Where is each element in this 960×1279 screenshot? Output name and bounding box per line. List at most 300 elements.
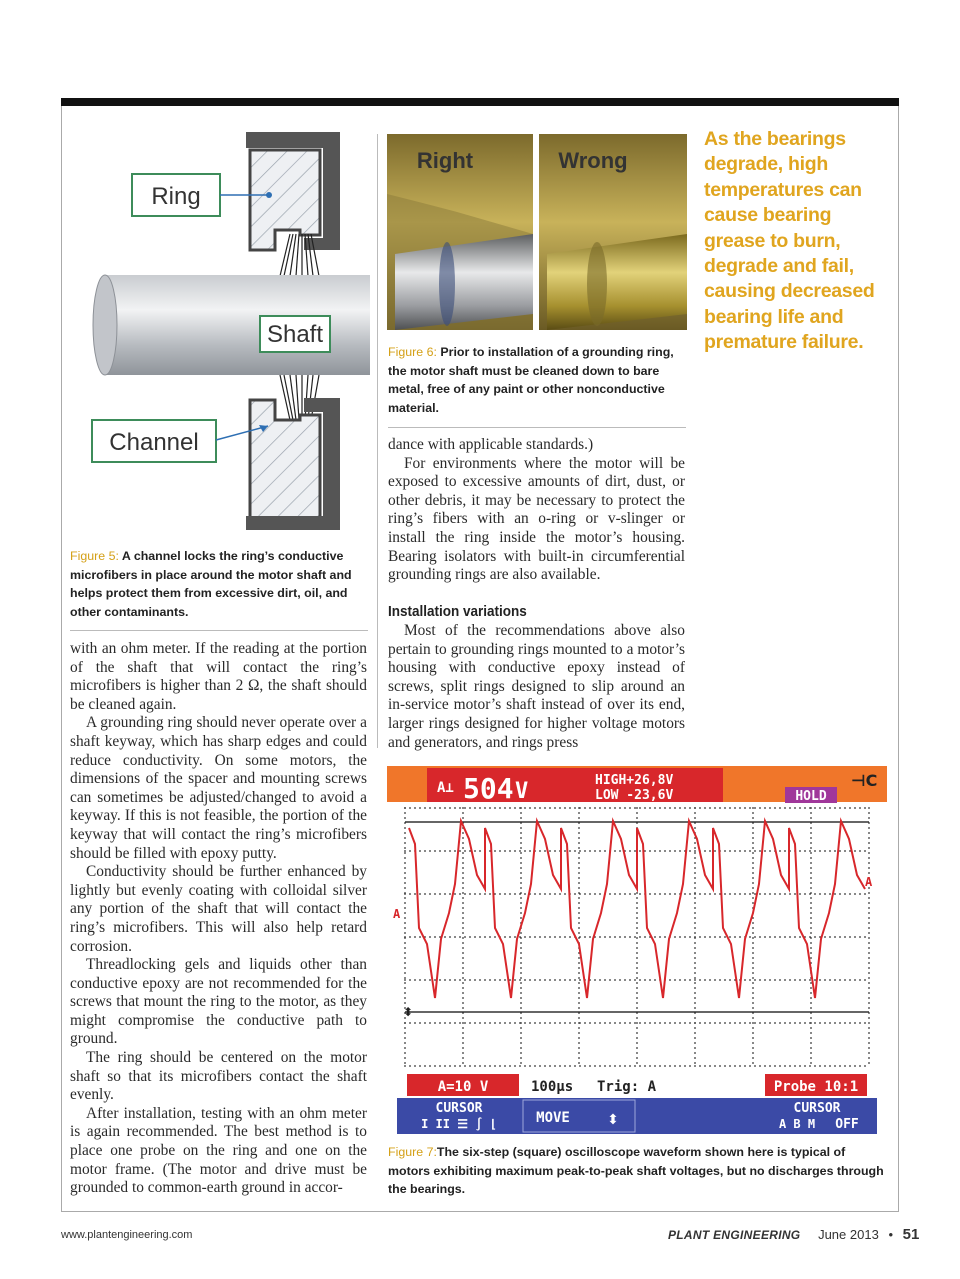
grid-dot (409, 807, 411, 809)
grid-dot (419, 1022, 421, 1024)
grid-dot (734, 1065, 736, 1067)
grid-dot (578, 862, 580, 864)
grid-dot (579, 893, 581, 895)
grid-dot (868, 1062, 870, 1064)
grid-dot (724, 1022, 726, 1024)
grid-dot (729, 1065, 731, 1067)
grid-dot (434, 936, 436, 938)
grid-dot (689, 936, 691, 938)
grid-dot (819, 893, 821, 895)
grid-dot (744, 807, 746, 809)
grid-dot (520, 847, 522, 849)
softkey-move[interactable]: MOVE (536, 1110, 570, 1126)
grid-dot (784, 1022, 786, 1024)
footer-page-number: 51 (902, 1226, 920, 1243)
grid-dot (744, 850, 746, 852)
grid-dot (774, 936, 776, 938)
grid-dot (404, 872, 406, 874)
grid-dot (779, 1022, 781, 1024)
grid-dot (719, 1022, 721, 1024)
grid-dot (569, 1065, 571, 1067)
grid-dot (559, 979, 561, 981)
grid-dot (509, 850, 511, 852)
grid-dot (462, 807, 464, 809)
grid-dot (624, 893, 626, 895)
grid-dot (859, 1022, 861, 1024)
grid-dot (754, 1022, 756, 1024)
grid-dot (574, 893, 576, 895)
grid-dot (578, 972, 580, 974)
grid-dot (636, 807, 638, 809)
grid-dot (709, 850, 711, 852)
grid-dot (810, 987, 812, 989)
grid-dot (854, 850, 856, 852)
oscilloscope-screen (387, 766, 887, 1138)
grid-dot (844, 936, 846, 938)
grid-dot (689, 1022, 691, 1024)
grid-dot (539, 979, 541, 981)
grid-dot (520, 942, 522, 944)
grid-dot (810, 862, 812, 864)
grid-dot (520, 867, 522, 869)
grid-dot (578, 927, 580, 929)
grid-dot (810, 942, 812, 944)
grid-dot (664, 850, 666, 852)
grid-dot (752, 937, 754, 939)
grid-dot (694, 1032, 696, 1034)
grid-dot (669, 893, 671, 895)
grid-dot (569, 1022, 571, 1024)
grid-dot (810, 897, 812, 899)
grid-dot (749, 850, 751, 852)
grid-dot (524, 893, 526, 895)
grid-dot (404, 862, 406, 864)
grid-dot (679, 807, 681, 809)
grid-dot (624, 936, 626, 938)
grid-dot (578, 1037, 580, 1039)
grid-dot (699, 807, 701, 809)
grid-dot (694, 852, 696, 854)
grid-dot (404, 987, 406, 989)
grid-dot (752, 1042, 754, 1044)
grid-dot (859, 979, 861, 981)
grid-dot (719, 1065, 721, 1067)
grid-dot (752, 872, 754, 874)
grid-dot (824, 850, 826, 852)
grid-dot (524, 807, 526, 809)
grid-dot (604, 936, 606, 938)
channel-label: Channel (109, 429, 199, 456)
grid-dot (579, 850, 581, 852)
grid-dot (644, 1022, 646, 1024)
softkey-cursor-right[interactable]: CURSOR (793, 1101, 841, 1116)
grid-dot (752, 997, 754, 999)
grid-dot (719, 979, 721, 981)
grid-dot (739, 936, 741, 938)
grid-dot (809, 979, 811, 981)
grid-dot (868, 917, 870, 919)
figure5-caption-text: A channel locks the ring’s conductive microfibers in place around the motor shaft and helps protect them from excessive dirt, oil, and other contaminants. (70, 549, 352, 619)
grid-dot (810, 917, 812, 919)
grid-dot (609, 893, 611, 895)
grid-dot (868, 967, 870, 969)
grid-dot (514, 893, 516, 895)
grid-dot (494, 936, 496, 938)
grid-dot (439, 850, 441, 852)
grid-dot (594, 850, 596, 852)
grid-dot (804, 893, 806, 895)
grid-dot (520, 1007, 522, 1009)
grid-dot (584, 807, 586, 809)
grid-dot (519, 1022, 521, 1024)
grid-dot (484, 936, 486, 938)
grid-dot (854, 807, 856, 809)
grid-dot (679, 1022, 681, 1024)
grid-dot (462, 937, 464, 939)
grid-dot (759, 893, 761, 895)
grid-dot (594, 1022, 596, 1024)
grid-dot (868, 1032, 870, 1034)
shaft-label: Shaft (266, 321, 324, 348)
grid-dot (752, 882, 754, 884)
grid-dot (679, 1065, 681, 1067)
grid-dot (810, 922, 812, 924)
scope-cursor-off: OFF (835, 1117, 859, 1132)
grid-dot (529, 936, 531, 938)
grid-dot (794, 1065, 796, 1067)
grid-dot (810, 1052, 812, 1054)
grid-dot (504, 807, 506, 809)
grid-dot (784, 1065, 786, 1067)
grid-dot (810, 1062, 812, 1064)
grid-dot (424, 979, 426, 981)
grid-dot (636, 1027, 638, 1029)
grid-dot (462, 887, 464, 889)
grid-dot (520, 932, 522, 934)
grid-dot (669, 1022, 671, 1024)
fibers-bottom (280, 375, 319, 420)
grid-dot (578, 1042, 580, 1044)
grid-dot (469, 1022, 471, 1024)
grid-dot (868, 997, 870, 999)
grid-dot (578, 992, 580, 994)
grid-dot (694, 979, 696, 981)
grid-dot (579, 1022, 581, 1024)
grid-dot (454, 1022, 456, 1024)
grid-dot (419, 979, 421, 981)
grid-dot (868, 932, 870, 934)
grid-dot (578, 872, 580, 874)
grid-dot (752, 897, 754, 899)
grid-dot (509, 1022, 511, 1024)
grid-dot (814, 979, 816, 981)
grid-dot (559, 1022, 561, 1024)
grid-dot (636, 1002, 638, 1004)
grid-dot (868, 982, 870, 984)
grid-dot (404, 1027, 406, 1029)
grid-dot (462, 812, 464, 814)
grid-dot (868, 977, 870, 979)
grid-dot (454, 936, 456, 938)
grid-dot (494, 979, 496, 981)
grid-dot (659, 850, 661, 852)
grid-dot (752, 902, 754, 904)
grid-dot (849, 979, 851, 981)
grid-dot (810, 997, 812, 999)
grid-dot (520, 972, 522, 974)
grid-dot (868, 1057, 870, 1059)
grid-dot (462, 982, 464, 984)
grid-dot (774, 979, 776, 981)
grid-dot (739, 807, 741, 809)
grid-dot (868, 1022, 870, 1024)
grid-dot (520, 857, 522, 859)
grid-dot (752, 992, 754, 994)
grid-dot (462, 857, 464, 859)
photo-right (387, 134, 533, 330)
grid-dot (824, 807, 826, 809)
grid-dot (868, 937, 870, 939)
grid-dot (414, 979, 416, 981)
grid-dot (564, 850, 566, 852)
grid-dot (462, 972, 464, 974)
grid-dot (804, 807, 806, 809)
grid-dot (619, 936, 621, 938)
grid-dot (578, 827, 580, 829)
grid-dot (524, 979, 526, 981)
grid-dot (404, 1062, 406, 1064)
grid-dot (639, 807, 641, 809)
grid-dot (520, 882, 522, 884)
grid-dot (694, 1057, 696, 1059)
grid-dot (754, 807, 756, 809)
grid-dot (799, 850, 801, 852)
grid-dot (462, 1002, 464, 1004)
grid-dot (549, 893, 551, 895)
grid-dot (599, 936, 601, 938)
grid-dot (854, 936, 856, 938)
grid-dot (629, 979, 631, 981)
grid-dot (799, 807, 801, 809)
grid-dot (752, 1057, 754, 1059)
grid-dot (834, 1022, 836, 1024)
grid-dot (724, 850, 726, 852)
grid-dot (752, 827, 754, 829)
grid-dot (544, 850, 546, 852)
grid-dot (564, 1065, 566, 1067)
grid-dot (704, 936, 706, 938)
grid-dot (729, 893, 731, 895)
grid-dot (604, 1065, 606, 1067)
grid-dot (789, 807, 791, 809)
grid-dot (810, 872, 812, 874)
waveform (409, 821, 865, 998)
grid-dot (462, 1042, 464, 1044)
softkey-cursor-left[interactable]: CURSOR (435, 1101, 483, 1116)
grid-dot (819, 1022, 821, 1024)
grid-dot (409, 979, 411, 981)
grid-dot (734, 1022, 736, 1024)
grid-dot (504, 1022, 506, 1024)
grid-dot (494, 1022, 496, 1024)
grid-dot (589, 807, 591, 809)
grid-dot (462, 862, 464, 864)
grid-dot (544, 893, 546, 895)
svg-text:A B M: A B M (778, 1117, 816, 1131)
grid-dot (810, 1042, 812, 1044)
grid-dot (629, 850, 631, 852)
grid-dot (604, 1022, 606, 1024)
grid-dot (529, 1022, 531, 1024)
grid-dot (810, 957, 812, 959)
grid-dot (859, 1065, 861, 1067)
column-separator (377, 134, 378, 748)
grid-dot (604, 979, 606, 981)
grid-dot (752, 832, 754, 834)
grid-dot (752, 967, 754, 969)
column-2-text-continued (388, 622, 685, 752)
grid-dot (752, 857, 754, 859)
grid-dot (514, 936, 516, 938)
grid-dot (649, 979, 651, 981)
grid-dot (734, 807, 736, 809)
grid-dot (474, 936, 476, 938)
grid-dot (504, 979, 506, 981)
grid-dot (434, 893, 436, 895)
grid-dot (459, 807, 461, 809)
grid-dot (694, 887, 696, 889)
grid-dot (724, 979, 726, 981)
grid-dot (864, 893, 866, 895)
grid-dot (520, 977, 522, 979)
grid-dot (859, 893, 861, 895)
grid-dot (520, 827, 522, 829)
grid-dot (810, 852, 812, 854)
grid-dot (464, 850, 466, 852)
grid-dot (684, 979, 686, 981)
grid-dot (619, 1022, 621, 1024)
grid-dot (554, 936, 556, 938)
grid-dot (754, 850, 756, 852)
grid-dot (639, 850, 641, 852)
grid-dot (639, 1065, 641, 1067)
grid-dot (814, 807, 816, 809)
grid-dot (462, 952, 464, 954)
grid-dot (578, 977, 580, 979)
grid-dot (744, 1065, 746, 1067)
grid-dot (479, 979, 481, 981)
grid-dot (524, 936, 526, 938)
grid-dot (752, 1032, 754, 1034)
grid-dot (404, 1037, 406, 1039)
grid-dot (810, 837, 812, 839)
grid-dot (794, 979, 796, 981)
grid-dot (444, 979, 446, 981)
grid-dot (499, 1065, 501, 1067)
right-label: Right (416, 148, 474, 173)
grid-dot (739, 1022, 741, 1024)
grid-dot (799, 979, 801, 981)
grid-dot (829, 1065, 831, 1067)
col2-paragraph-2: For environments where the motor will be exposed to excessive amounts of dirt, dust, or other debris, it may be necessary to protect the ring’s fibers with an o-ring or v-slinger or install the ring inside the motor’s housing. Bearing isolators with built-in circumferential grounding rings are also available. (388, 454, 685, 584)
grid-dot (709, 1065, 711, 1067)
grid-dot (424, 807, 426, 809)
grid-dot (578, 1047, 580, 1049)
grid-dot (654, 979, 656, 981)
grid-dot (520, 967, 522, 969)
grid-dot (578, 997, 580, 999)
grid-dot (810, 827, 812, 829)
grid-dot (404, 812, 406, 814)
grid-dot (509, 807, 511, 809)
grid-dot (624, 1065, 626, 1067)
grid-dot (810, 952, 812, 954)
grid-dot (694, 1007, 696, 1009)
grid-dot (520, 887, 522, 889)
grid-dot (419, 936, 421, 938)
grid-dot (694, 1052, 696, 1054)
grid-dot (559, 1065, 561, 1067)
grid-dot (814, 1022, 816, 1024)
grid-dot (752, 1047, 754, 1049)
grid-dot (419, 807, 421, 809)
grid-dot (449, 850, 451, 852)
figure5-caption-label: Figure 5: (70, 549, 119, 563)
grid-dot (584, 850, 586, 852)
grid-dot (619, 893, 621, 895)
grid-dot (409, 936, 411, 938)
grid-dot (868, 1037, 870, 1039)
grid-dot (779, 936, 781, 938)
grid-dot (462, 867, 464, 869)
grid-dot (578, 837, 580, 839)
grid-dot (614, 979, 616, 981)
grid-dot (659, 893, 661, 895)
grid-dot (649, 1022, 651, 1024)
grid-dot (774, 893, 776, 895)
scope-reading: 504 (463, 772, 514, 805)
grid-dot (434, 1065, 436, 1067)
grid-dot (404, 979, 406, 981)
wrong-label: Wrong (558, 148, 628, 173)
grid-dot (449, 1022, 451, 1024)
grid-dot (404, 997, 406, 999)
grid-dot (520, 812, 522, 814)
grid-dot (729, 979, 731, 981)
grid-dot (464, 893, 466, 895)
grid-dot (404, 1057, 406, 1059)
grid-dot (752, 867, 754, 869)
col1-paragraph-4: Threadlocking gels and liquids other than conductive epoxy are not recommended for the screws that mount the ring to the motor, as they might compromise the conductive path to ground. (70, 956, 367, 1048)
grid-dot (454, 979, 456, 981)
grid-dot (462, 942, 464, 944)
grid-dot (644, 807, 646, 809)
grid-dot (474, 1065, 476, 1067)
grid-dot (664, 807, 666, 809)
footer-url[interactable]: www.plantengineering.com (61, 1229, 193, 1241)
grid-dot (752, 1037, 754, 1039)
grid-dot (424, 1065, 426, 1067)
grid-dot (404, 982, 406, 984)
grid-dot (569, 850, 571, 852)
grid-dot (636, 1022, 638, 1024)
grid-dot (819, 850, 821, 852)
grid-dot (520, 877, 522, 879)
grid-dot (868, 872, 870, 874)
grid-dot (462, 1027, 464, 1029)
grid-dot (769, 1065, 771, 1067)
grid-dot (689, 807, 691, 809)
